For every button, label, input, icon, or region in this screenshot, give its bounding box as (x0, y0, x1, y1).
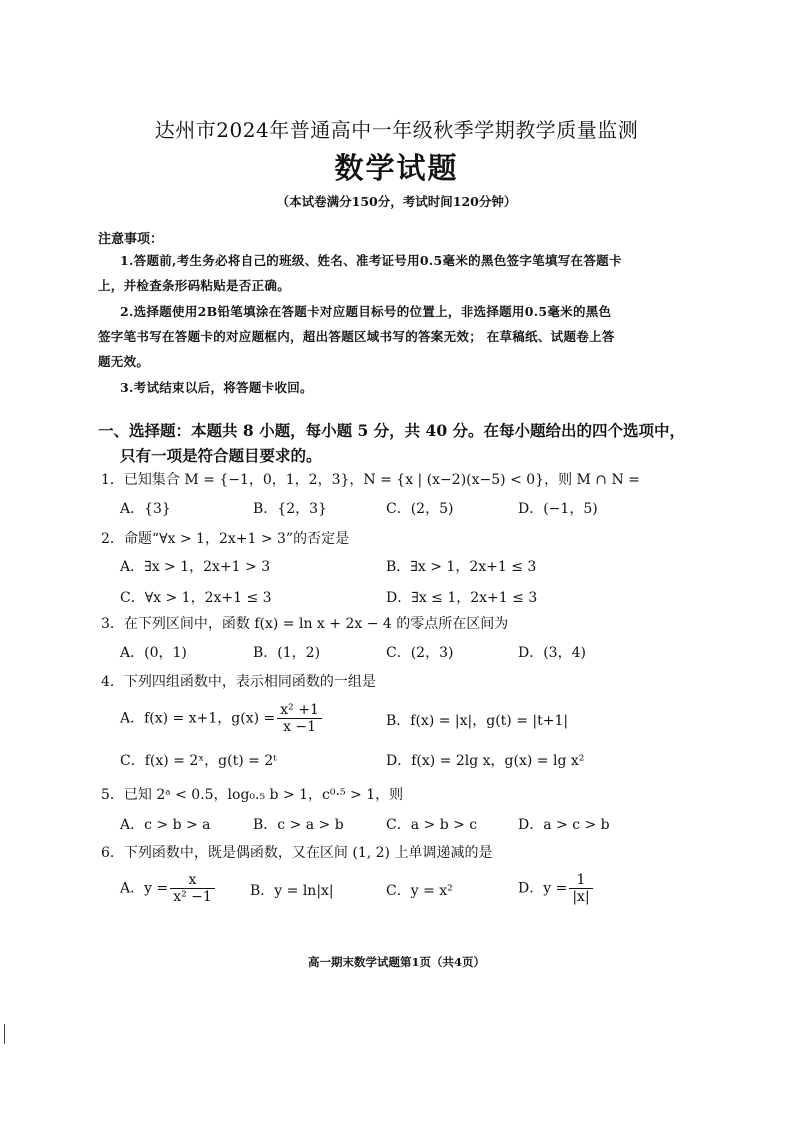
question-3-option-d: D．(3，4) (518, 645, 586, 661)
note-line-6: 3.考试结束以后，将答题卡收回。 (120, 380, 313, 395)
notes-heading: 注意事项： (98, 232, 164, 247)
question-4-option-b: B．f(x) = |x|，g(t) = |t+1| (386, 713, 569, 729)
fraction-denominator: |x| (572, 889, 590, 906)
question-1-option-b: B．{2，3} (253, 501, 327, 517)
question-2-stem: 2．命题“∀x > 1，2x+1 > 3”的否定是 (101, 531, 350, 547)
question-1-option-c: C．(2，5) (386, 501, 454, 517)
question-2-option-b: B．∃x > 1，2x+1 ≤ 3 (386, 559, 537, 575)
question-4-stem: 4．下列四组函数中，表示相同函数的一组是 (101, 674, 376, 690)
question-5-stem: 5．已知 2ᵃ < 0.5，log₀.₅ b > 1，c⁰·⁵ > 1，则 (101, 787, 404, 803)
page-footer: 高一期末数学试题第1页（共4页） (307, 955, 485, 969)
question-2-option-d: D．∃x ≤ 1，2x+1 ≤ 3 (386, 590, 538, 606)
note-line-2: 上，并检查条形码粘贴是否正确。 (98, 278, 291, 293)
question-2-option-c: C．∀x > 1，2x+1 ≤ 3 (120, 590, 272, 606)
question-4-option-d: D．f(x) = 2lg x，g(x) = lg x² (386, 753, 585, 769)
question-3-option-c: C．(2，3) (386, 645, 454, 661)
exam-subtitle: （本试卷满分150分，考试时间120分钟） (276, 194, 517, 209)
question-6-option-d-fraction (569, 872, 592, 905)
subject-title: 数学试题 (334, 151, 459, 185)
question-4-option-a-prefix: A．f(x) = x+1，g(x) = (120, 710, 276, 727)
question-6-stem: 6．下列函数中，既是偶函数，又在区间 (1, 2) 上单调递减的是 (101, 845, 493, 861)
fraction-numerator: 1 (569, 872, 592, 889)
note-line-1: 1.答题前,考生务必将自己的班级、姓名、准考证号用0.5毫米的黑色签字笔填写在答题卡 (120, 253, 622, 268)
question-5-option-d: D．a > c > b (518, 817, 610, 833)
question-1-option-d: D．(−1，5) (518, 501, 598, 517)
question-6-option-a-prefix: A．y = (120, 880, 169, 897)
scan-margin-mark (4, 1024, 5, 1044)
section-heading-line-1: 一、选择题：本题共 8 小题，每小题 5 分，共 40 分。在每小题给出的四个选项中， (98, 421, 686, 440)
fraction-numerator: x² +1 (277, 702, 322, 719)
question-6-option-d (518, 872, 595, 905)
question-1-stem: 1．已知集合 M = {−1，0，1，2，3}，N = {x | (x−2)(x−5) < 0}，则 M ∩ N = (101, 472, 640, 488)
question-6-option-a (120, 872, 217, 905)
question-6-option-c: C．y = x² (386, 883, 453, 899)
question-6-option-a-fraction (170, 872, 215, 905)
fraction-denominator: x −1 (283, 719, 317, 736)
question-4-option-a-fraction (277, 702, 322, 735)
question-5-option-c: C．a > b > c (386, 817, 478, 833)
section-heading-line-2: 只有一项是符合题目要求的。 (120, 446, 322, 465)
fraction-numerator: x (170, 872, 215, 889)
note-line-3: 2.选择题使用2B铅笔填涂在答题卡对应题目标号的位置上，非选择题用0.5毫米的黑色 (120, 304, 612, 319)
question-4-option-a (120, 702, 324, 735)
question-3-option-b: B．(1，2) (253, 645, 321, 661)
note-line-5: 题无效。 (98, 354, 150, 369)
question-5-option-b: B．c > a > b (253, 817, 344, 833)
question-3-option-a: A．(0，1) (120, 645, 187, 661)
question-2-option-a: A．∃x > 1，2x+1 > 3 (120, 559, 271, 575)
question-6-option-d-prefix: D．y = (518, 880, 568, 897)
note-line-4: 签字笔书写在答题卡的对应题框内，超出答题区域书写的答案无效； 在草稿纸、试题卷上答 (98, 329, 615, 344)
fraction-denominator: x² −1 (173, 889, 212, 906)
exam-title: 达州市2024年普通高中一年级秋季学期教学质量监测 (154, 118, 639, 142)
question-1-option-a: A．{3} (120, 501, 171, 517)
question-4-option-c: C．f(x) = 2ˣ，g(t) = 2ᵗ (120, 753, 277, 769)
question-3-stem: 3．在下列区间中，函数 f(x) = ln x + 2x − 4 的零点所在区间为 (101, 616, 509, 632)
question-5-option-a: A．c > b > a (120, 817, 211, 833)
question-6-option-b: B．y = ln|x| (250, 883, 334, 899)
